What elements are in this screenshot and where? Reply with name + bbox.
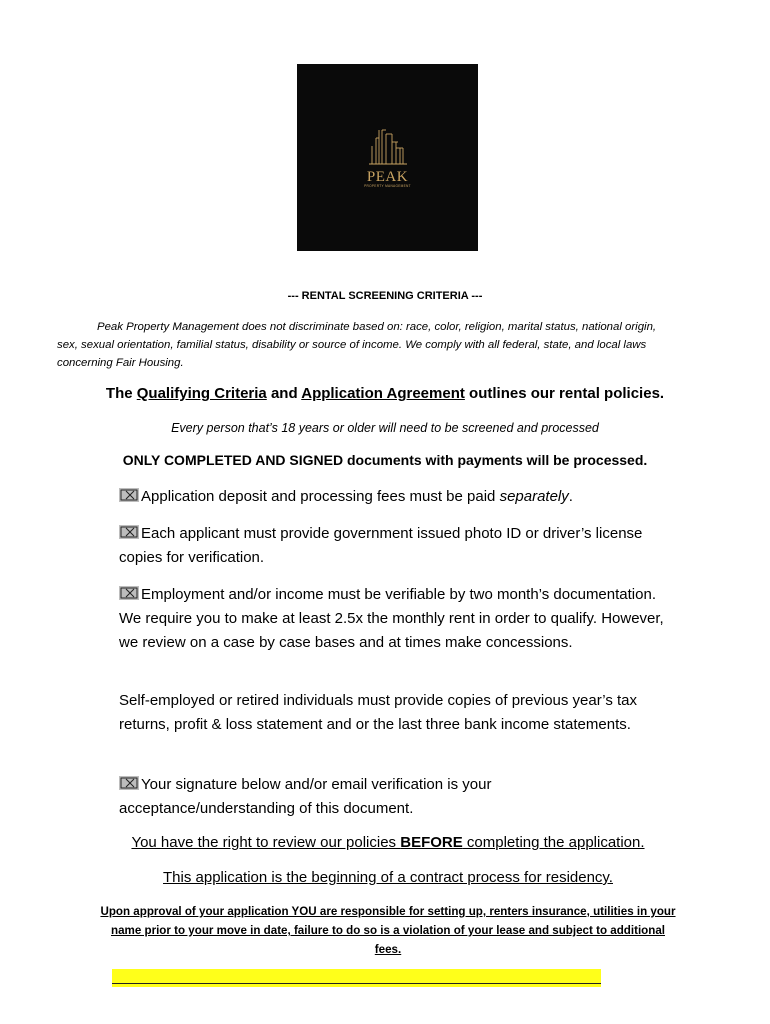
- item-signature: [119, 773, 664, 821]
- deposit-end: .: [568, 488, 573, 505]
- item-employment: [119, 583, 664, 655]
- checked-box-icon[interactable]: [119, 776, 139, 790]
- rights-after: completing the application.: [462, 834, 645, 851]
- signature-line[interactable]: [112, 969, 601, 987]
- item-deposit: [119, 485, 664, 509]
- qualify-prefix: The: [105, 385, 137, 402]
- checked-box-icon[interactable]: [119, 488, 139, 502]
- checked-box-icon[interactable]: [119, 525, 139, 539]
- qualifying-criteria-link[interactable]: Qualifying Criteria: [136, 385, 267, 402]
- item-self-employed: [119, 689, 664, 737]
- signature-text: Your signature below and/or email verification is your acceptance/understanding of this document.: [119, 776, 492, 817]
- screening-note: Every person that’s 18 years or older will need to be screened and processed: [171, 421, 599, 435]
- fair-housing-disclaimer: Peak Property Management does not discriminate based on: race, color, religion, marital status, national origin, sex, sexual orientation, familial status, disability or source of income. We comply with all federal, state, and local laws concerning Fair Housing.: [57, 321, 657, 369]
- item-photo-id: [119, 522, 664, 570]
- deposit-emphasis: separately: [499, 488, 569, 505]
- self-employed-text: Self-employed or retired individuals must provide copies of previous year’s tax returns, profit & loss statement and or the last three bank income statements.: [119, 692, 638, 733]
- logo-name: PEAK: [366, 169, 409, 185]
- page-title: --- RENTAL SCREENING CRITERIA ---: [287, 290, 483, 302]
- building-logo-icon: [297, 64, 478, 251]
- rights-bold: BEFORE: [400, 834, 463, 851]
- review-rights-note: [0, 834, 770, 851]
- company-logo: [297, 64, 478, 251]
- completed-documents-note: ONLY COMPLETED AND SIGNED documents with payments will be processed.: [122, 452, 648, 468]
- logo-tagline: PROPERTY MANAGEMENT: [364, 184, 411, 188]
- deposit-text: Application deposit and processing fees must be paid: [141, 488, 500, 505]
- approval-note: Upon approval of your application YOU are responsible for setting up, renters insurance, utilities in your name prior to your move in date, failure to do so is a violation of your lease and subject to additional fees.: [100, 905, 676, 956]
- qualify-mid: and: [266, 385, 302, 402]
- signature-rule: [112, 983, 601, 984]
- photo-id-text: Each applicant must provide government issued photo ID or driver’s license copies for verification.: [119, 525, 643, 566]
- rights-before: You have the right to review our policies: [131, 834, 401, 851]
- application-agreement-link[interactable]: Application Agreement: [301, 385, 465, 402]
- checked-box-icon[interactable]: [119, 586, 139, 600]
- employment-text: Employment and/or income must be verifiable by two month’s documentation. We require you to make at least 2.5x the monthly rent in order to qualify. However, we review on a case by case bases and at times make concessions.: [119, 586, 664, 651]
- qualify-suffix: outlines our rental policies.: [464, 385, 665, 402]
- contract-note: This application is the beginning of a contract process for residency.: [163, 869, 613, 886]
- qualify-statement: [0, 385, 770, 402]
